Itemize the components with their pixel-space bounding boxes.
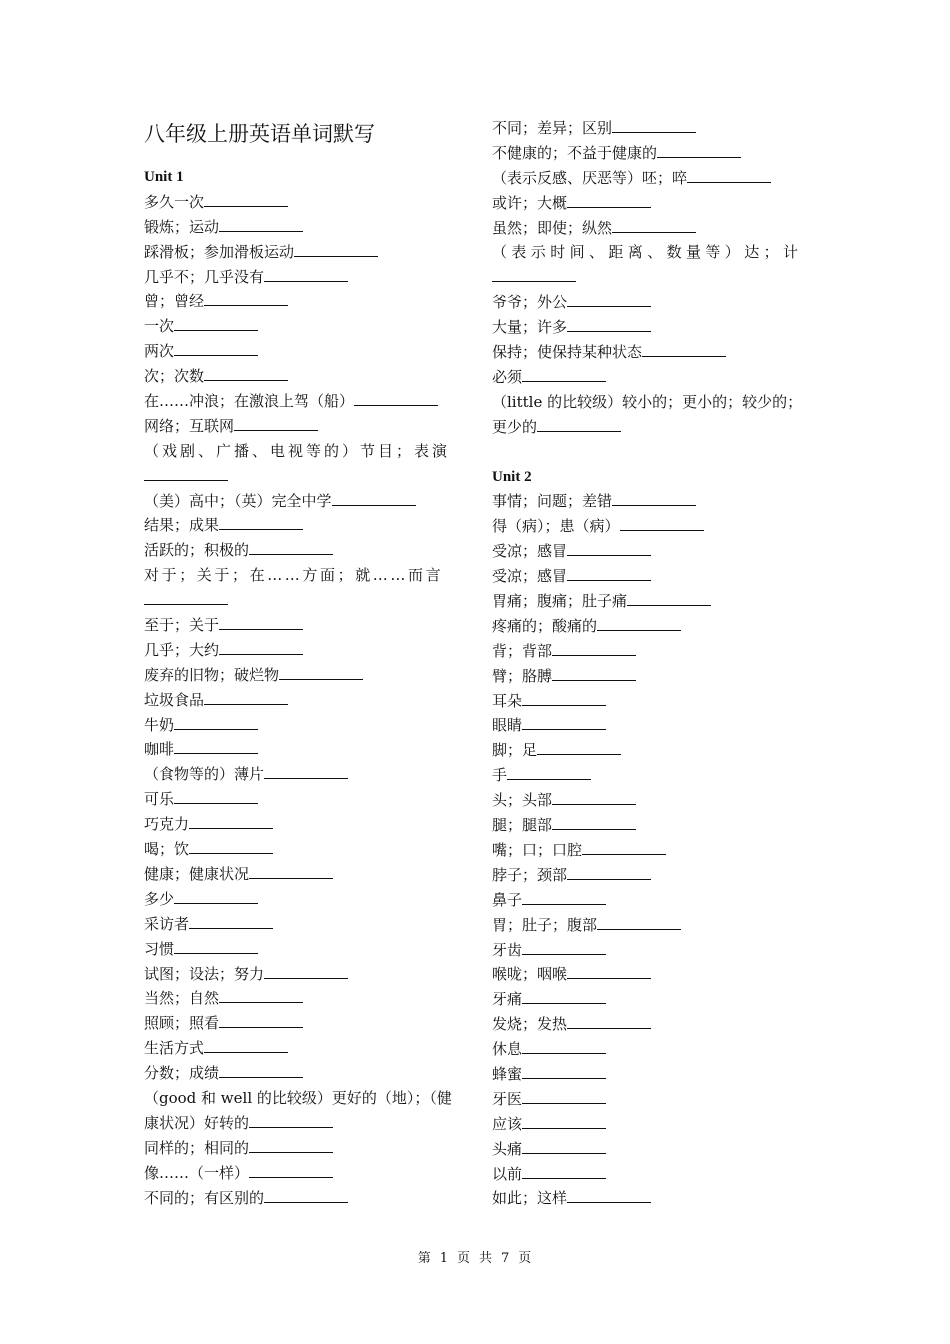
vocab-prompt: 健康；健康状况 bbox=[144, 864, 250, 883]
vocab-item bbox=[144, 1011, 462, 1036]
answer-blank[interactable] bbox=[492, 265, 810, 290]
vocab-prompt: 鼻子 bbox=[492, 890, 523, 909]
vocab-item bbox=[144, 215, 462, 240]
vocab-item bbox=[144, 414, 462, 439]
vocab-item bbox=[144, 862, 462, 887]
vocab-prompt: 至于；关于 bbox=[144, 616, 220, 635]
vocab-prompt: 几乎不；几乎没有 bbox=[144, 267, 265, 286]
vocab-prompt: （表示反感、厌恶等）呸；啐 bbox=[492, 168, 688, 187]
answer-blank[interactable] bbox=[552, 666, 636, 681]
answer-blank[interactable] bbox=[219, 640, 303, 655]
left-column bbox=[144, 116, 462, 1210]
vocab-prompt: 分数；成绩 bbox=[144, 1064, 220, 1083]
vocab-prompt: 两次 bbox=[144, 342, 175, 361]
vocab-item bbox=[492, 564, 810, 589]
vocab-item bbox=[144, 837, 462, 862]
vocab-item bbox=[492, 1087, 810, 1112]
vocab-item: 更少的 bbox=[492, 415, 810, 440]
vocab-item bbox=[492, 713, 810, 738]
answer-blank[interactable] bbox=[687, 168, 771, 183]
vocab-prompt: 多久一次 bbox=[144, 192, 205, 211]
vocab-prompt: 不同；差异；区别 bbox=[492, 119, 613, 137]
vocab-prompt: 受凉；感冒 bbox=[492, 542, 568, 561]
vocab-item bbox=[492, 290, 810, 315]
vocab-item: （表示时间、距离、数量等）达；计 bbox=[492, 243, 803, 262]
vocab-item bbox=[144, 364, 462, 389]
vocab-item bbox=[492, 813, 810, 838]
answer-blank[interactable] bbox=[642, 342, 726, 357]
vocab-prompt: 如此；这样 bbox=[492, 1189, 568, 1208]
vocab-item bbox=[492, 838, 810, 863]
vocab-prompt: 像……（一样） bbox=[144, 1163, 250, 1182]
vocab-prompt: 结果；成果 bbox=[144, 516, 220, 535]
vocab-prompt: 不健康的；不益于健康的 bbox=[492, 143, 658, 162]
vocab-prompt: 踩滑板；参加滑板运动 bbox=[144, 242, 295, 261]
vocab-prompt: 必须 bbox=[492, 367, 523, 386]
answer-blank[interactable] bbox=[567, 865, 651, 880]
vocab-prompt: 牛奶 bbox=[144, 715, 175, 734]
vocab-item bbox=[144, 513, 462, 538]
vocab-item bbox=[492, 1012, 810, 1037]
answer-blank[interactable] bbox=[522, 691, 606, 706]
total-pages: 7 bbox=[501, 1251, 511, 1266]
vocab-prompt: 疼痛的；酸痛的 bbox=[492, 616, 598, 635]
vocab-prompt: 网络；互联网 bbox=[144, 416, 235, 435]
vocab-prompt: 试图；设法；努力 bbox=[144, 964, 265, 983]
answer-blank[interactable] bbox=[264, 764, 348, 779]
answer-blank[interactable] bbox=[189, 839, 273, 854]
vocab-prompt: 习惯 bbox=[144, 939, 175, 958]
answer-blank[interactable] bbox=[204, 366, 288, 381]
vocab-item bbox=[144, 489, 462, 514]
vocab-prompt: 多少 bbox=[144, 889, 175, 908]
vocab-item bbox=[144, 787, 462, 812]
vocab-item bbox=[492, 365, 810, 390]
vocab-item bbox=[492, 763, 810, 788]
vocab-item: （little 的比较级）较小的；更小的；较少的； bbox=[492, 392, 803, 411]
vocab-item bbox=[492, 1137, 810, 1162]
answer-blank[interactable] bbox=[567, 1188, 651, 1203]
answer-blank[interactable] bbox=[174, 789, 258, 804]
vocab-prompt: 活跃的；积极的 bbox=[144, 541, 250, 560]
vocab-prompt: 不同的；有区别的 bbox=[144, 1188, 265, 1207]
vocab-item bbox=[492, 141, 810, 166]
vocab-prompt: 得（病）；患（病） bbox=[492, 517, 620, 536]
vocab-prompt: 废弃的旧物；破烂物 bbox=[144, 665, 280, 684]
answer-blank[interactable] bbox=[219, 217, 303, 232]
answer-blank[interactable] bbox=[522, 367, 606, 382]
vocab-item bbox=[144, 812, 462, 837]
vocab-prompt: 受凉；感冒 bbox=[492, 567, 568, 586]
vocab-prompt: 牙齿 bbox=[492, 940, 523, 959]
vocab-prompt: 应该 bbox=[492, 1114, 523, 1133]
vocab-item bbox=[144, 1186, 462, 1211]
answer-blank[interactable] bbox=[522, 1114, 606, 1129]
answer-blank[interactable] bbox=[657, 143, 741, 158]
answer-blank[interactable] bbox=[522, 1089, 606, 1104]
vocab-prompt: 虽然；即使；纵然 bbox=[492, 218, 613, 237]
vocab-item bbox=[144, 538, 462, 563]
answer-blank[interactable] bbox=[567, 317, 651, 332]
vocab-item bbox=[144, 688, 462, 713]
answer-blank[interactable] bbox=[174, 316, 258, 331]
vocab-item bbox=[492, 1037, 810, 1062]
vocab-item bbox=[144, 912, 462, 937]
vocab-item bbox=[492, 738, 810, 763]
answer-blank[interactable] bbox=[249, 540, 333, 555]
answer-blank[interactable] bbox=[219, 988, 303, 1003]
answer-blank[interactable] bbox=[522, 1139, 606, 1154]
vocab-prompt: 事情；问题；差错 bbox=[492, 492, 613, 511]
vocab-item bbox=[144, 389, 462, 414]
answer-blank[interactable] bbox=[219, 515, 303, 530]
answer-blank[interactable] bbox=[567, 1014, 651, 1029]
answer-blank[interactable] bbox=[597, 915, 681, 930]
vocab-item bbox=[492, 863, 810, 888]
answer-blank[interactable] bbox=[552, 815, 636, 830]
vocab-item bbox=[144, 1136, 462, 1161]
answer-blank[interactable] bbox=[507, 765, 591, 780]
vocab-prompt: 脚；足 bbox=[492, 741, 538, 760]
answer-blank[interactable] bbox=[522, 890, 606, 905]
vocab-item bbox=[144, 190, 462, 215]
answer-blank[interactable] bbox=[234, 416, 318, 431]
vocab-prompt: 牙医 bbox=[492, 1089, 523, 1108]
answer-blank[interactable] bbox=[522, 1039, 606, 1054]
vocab-item bbox=[492, 888, 810, 913]
vocab-prompt: 胃痛；腹痛；肚子痛 bbox=[492, 592, 628, 611]
vocab-item bbox=[492, 166, 810, 191]
vocab-prompt: 当然；自然 bbox=[144, 989, 220, 1008]
vocab-prompt: 锻炼；运动 bbox=[144, 217, 220, 236]
vocab-item: 对于；关于；在……方面；就……而言 bbox=[144, 566, 444, 585]
vocab-prompt: 垃圾食品 bbox=[144, 690, 205, 709]
vocab-item bbox=[492, 938, 810, 963]
vocab-item bbox=[492, 489, 810, 514]
vocab-item bbox=[144, 937, 462, 962]
vocab-item bbox=[492, 1162, 810, 1187]
answer-blank[interactable] bbox=[612, 491, 696, 506]
vocab-prompt: 在……冲浪；在激浪上驾（船） bbox=[144, 392, 355, 411]
answer-blank[interactable] bbox=[189, 814, 273, 829]
answer-blank[interactable] bbox=[522, 715, 606, 730]
vocab-item bbox=[492, 589, 810, 614]
vocab-item bbox=[492, 689, 810, 714]
answer-blank[interactable] bbox=[144, 464, 462, 489]
vocab-item bbox=[144, 713, 462, 738]
answer-blank[interactable] bbox=[264, 1188, 348, 1203]
answer-blank[interactable] bbox=[144, 588, 462, 613]
vocab-prompt: 喉咙；咽喉 bbox=[492, 965, 568, 984]
answer-blank[interactable] bbox=[219, 1013, 303, 1028]
answer-blank[interactable] bbox=[249, 1163, 333, 1178]
vocab-item bbox=[492, 116, 810, 141]
vocab-item bbox=[144, 240, 462, 265]
vocab-prompt: 头；头部 bbox=[492, 791, 553, 810]
vocab-prompt: 胃；肚子；腹部 bbox=[492, 915, 598, 934]
vocab-prompt: 咖啡 bbox=[144, 740, 175, 759]
answer-blank[interactable] bbox=[522, 1064, 606, 1079]
vocab-item bbox=[144, 613, 462, 638]
vocab-item bbox=[492, 340, 810, 365]
vocab-item bbox=[492, 987, 810, 1012]
answer-blank[interactable] bbox=[249, 864, 333, 879]
answer-blank[interactable] bbox=[219, 1063, 303, 1078]
vocab-prompt: 次；次数 bbox=[144, 367, 205, 386]
answer-blank[interactable] bbox=[582, 840, 666, 855]
answer-blank[interactable] bbox=[249, 1113, 333, 1128]
vocab-item bbox=[144, 265, 462, 290]
answer-blank[interactable] bbox=[204, 291, 288, 306]
answer-blank[interactable] bbox=[174, 939, 258, 954]
vocab-prompt: 嘴；口；口腔 bbox=[492, 840, 583, 859]
vocab-item bbox=[144, 289, 462, 314]
vocab-item bbox=[492, 664, 810, 689]
vocab-prompt: （食物等的）薄片 bbox=[144, 765, 265, 784]
vocab-prompt: 保持；使保持某种状态 bbox=[492, 343, 643, 362]
vocab-prompt: 生活方式 bbox=[144, 1039, 205, 1058]
answer-blank[interactable] bbox=[174, 889, 258, 904]
vocab-prompt: 曾；曾经 bbox=[144, 292, 205, 311]
vocab-prompt: 背；背部 bbox=[492, 641, 553, 660]
vocab-prompt: 爷爷；外公 bbox=[492, 293, 568, 312]
answer-blank[interactable] bbox=[279, 665, 363, 680]
vocab-item bbox=[144, 638, 462, 663]
vocab-item bbox=[144, 1036, 462, 1061]
vocab-prompt: 臂；胳膊 bbox=[492, 666, 553, 685]
vocab-prompt: 脖子；颈部 bbox=[492, 865, 568, 884]
vocab-item bbox=[492, 1186, 810, 1211]
answer-blank[interactable] bbox=[620, 516, 704, 531]
vocab-prompt: 眼睛 bbox=[492, 716, 523, 735]
vocab-item bbox=[144, 762, 462, 787]
vocab-prompt: （美）高中；（英）完全中学 bbox=[144, 491, 332, 510]
answer-blank[interactable] bbox=[332, 491, 416, 506]
vocab-prompt: 采访者 bbox=[144, 914, 190, 933]
vocab-prompt: 可乐 bbox=[144, 790, 175, 809]
answer-blank[interactable] bbox=[522, 940, 606, 955]
answer-blank[interactable] bbox=[612, 218, 696, 233]
vocab-item bbox=[144, 737, 462, 762]
vocab-item bbox=[492, 539, 810, 564]
answer-blank[interactable] bbox=[204, 690, 288, 705]
answer-blank[interactable] bbox=[597, 616, 681, 631]
vocab-prompt: 喝；饮 bbox=[144, 840, 190, 859]
answer-blank[interactable] bbox=[522, 989, 606, 1004]
answer-blank[interactable] bbox=[204, 192, 288, 207]
vocab-item bbox=[144, 962, 462, 987]
vocab-prompt: 休息 bbox=[492, 1040, 523, 1059]
answer-blank[interactable] bbox=[354, 391, 438, 406]
page-title: 八年级上册英语单词默写 bbox=[144, 122, 375, 146]
vocab-prompt: 头痛 bbox=[492, 1139, 523, 1158]
vocab-item bbox=[492, 788, 810, 813]
answer-blank[interactable] bbox=[204, 1038, 288, 1053]
vocab-item bbox=[144, 339, 462, 364]
answer-blank[interactable] bbox=[219, 615, 303, 630]
vocab-item bbox=[492, 913, 810, 938]
answer-blank[interactable] bbox=[567, 566, 651, 581]
answer-blank[interactable] bbox=[294, 242, 378, 257]
vocab-item bbox=[144, 314, 462, 339]
vocab-prompt: 手 bbox=[492, 766, 508, 785]
answer-blank[interactable] bbox=[537, 740, 621, 755]
vocab-item bbox=[492, 315, 810, 340]
vocab-item bbox=[492, 191, 810, 216]
answer-blank[interactable] bbox=[174, 739, 258, 754]
current-page: 1 bbox=[439, 1251, 449, 1266]
answer-blank[interactable] bbox=[567, 193, 651, 208]
answer-blank[interactable] bbox=[567, 292, 651, 307]
vocab-item bbox=[492, 1062, 810, 1087]
answer-blank[interactable] bbox=[249, 1138, 333, 1153]
answer-blank[interactable] bbox=[552, 641, 636, 656]
vocab-prompt: 同样的；相同的 bbox=[144, 1138, 250, 1157]
page-footer: 第 1 页 共 7 页 bbox=[417, 1251, 533, 1266]
vocab-item: （good 和 well 的比较级）更好的（地）；（健 bbox=[144, 1088, 452, 1107]
unit-1-heading: Unit 1 bbox=[144, 169, 184, 185]
vocab-prompt: 几乎；大约 bbox=[144, 640, 220, 659]
vocab-item bbox=[492, 1112, 810, 1137]
answer-blank[interactable] bbox=[189, 914, 273, 929]
vocab-prompt: 大量；许多 bbox=[492, 318, 568, 337]
answer-blank[interactable] bbox=[264, 267, 348, 282]
vocab-prompt: 耳朵 bbox=[492, 691, 523, 710]
vocab-item bbox=[144, 1161, 462, 1186]
vocab-prompt: 发烧；发热 bbox=[492, 1015, 568, 1034]
vocab-item bbox=[492, 614, 810, 639]
vocab-item bbox=[144, 1061, 462, 1086]
vocab-prompt: 照顾；照看 bbox=[144, 1014, 220, 1033]
vocab-prompt: 或许；大概 bbox=[492, 193, 568, 212]
vocab-prompt: 牙痛 bbox=[492, 990, 523, 1009]
answer-blank[interactable] bbox=[174, 341, 258, 356]
answer-blank[interactable] bbox=[522, 1164, 606, 1179]
vocab-item bbox=[492, 216, 810, 241]
vocab-prompt: 腿；腿部 bbox=[492, 816, 553, 835]
vocab-item: 康状况）好转的 bbox=[144, 1111, 462, 1136]
vocab-item bbox=[492, 639, 810, 664]
vocab-prompt: 一次 bbox=[144, 317, 175, 336]
answer-blank[interactable] bbox=[174, 715, 258, 730]
vocab-prompt: 以前 bbox=[492, 1164, 523, 1183]
vocab-item: （戏剧、广播、电视等的）节目；表演 bbox=[144, 441, 451, 460]
answer-blank[interactable] bbox=[567, 541, 651, 556]
vocab-item bbox=[144, 663, 462, 688]
vocab-item bbox=[144, 887, 462, 912]
right-column bbox=[492, 116, 810, 1211]
unit-2-heading: Unit 2 bbox=[492, 468, 532, 485]
vocab-item bbox=[144, 986, 462, 1011]
answer-blank[interactable] bbox=[627, 591, 711, 606]
vocab-item bbox=[492, 962, 810, 987]
answer-blank[interactable] bbox=[537, 417, 621, 432]
vocab-prompt: 蜂蜜 bbox=[492, 1064, 523, 1083]
answer-blank[interactable] bbox=[567, 964, 651, 979]
vocab-prompt: 巧克力 bbox=[144, 815, 190, 834]
answer-blank[interactable] bbox=[552, 790, 636, 805]
answer-blank[interactable] bbox=[612, 118, 696, 133]
vocab-item bbox=[492, 514, 810, 539]
answer-blank[interactable] bbox=[264, 964, 348, 979]
